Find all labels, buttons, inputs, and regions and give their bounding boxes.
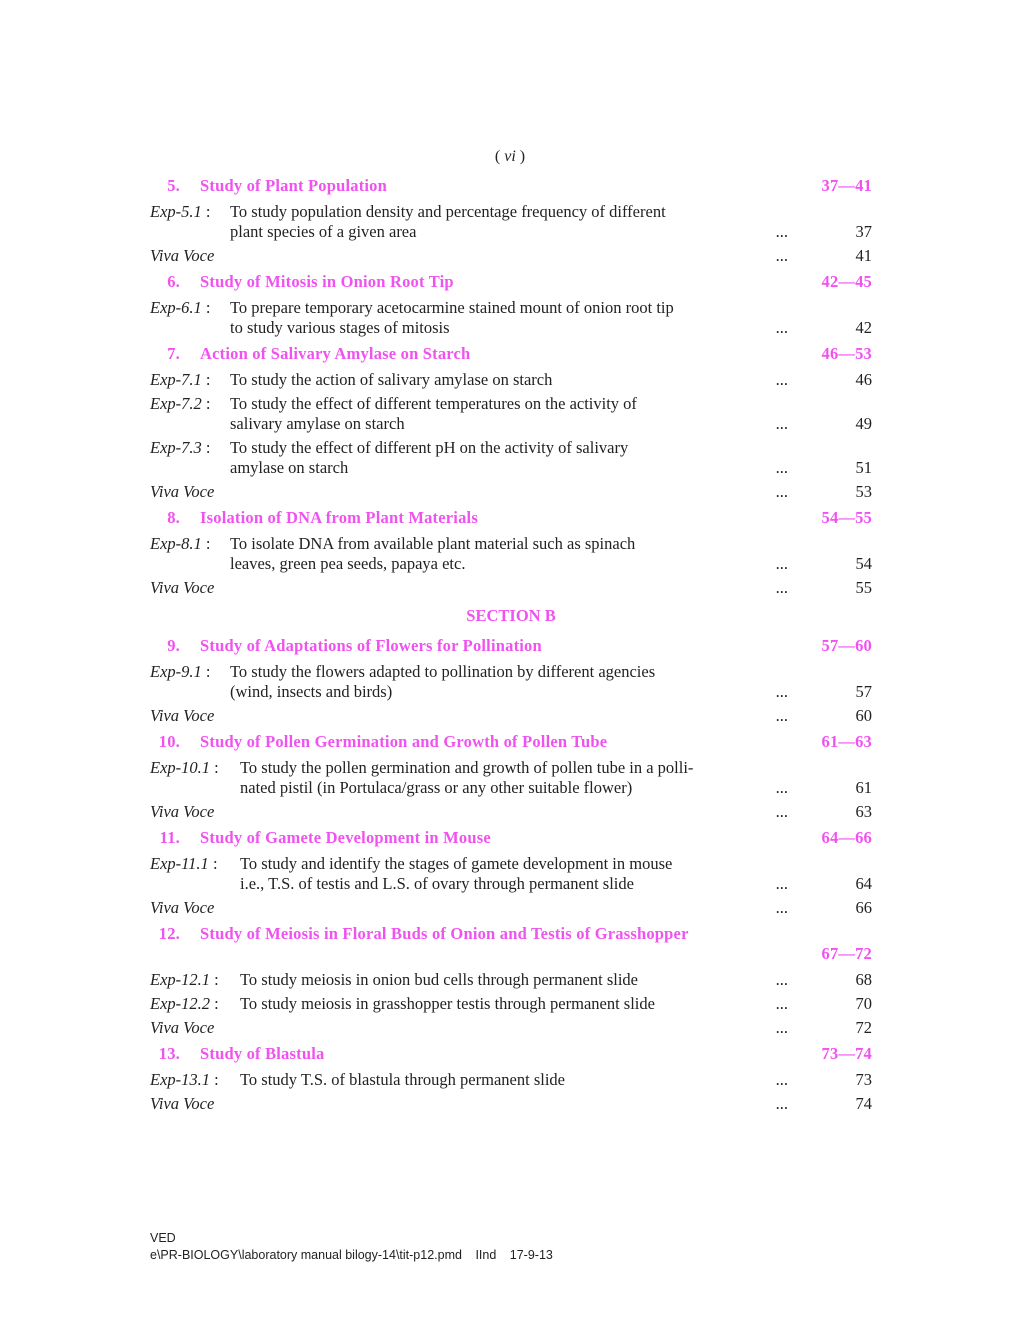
experiment-label-colon: : <box>201 298 211 317</box>
experiment-label <box>150 970 219 990</box>
chapter-heading[interactable] <box>150 924 872 966</box>
page-number-ref: 74 <box>855 1094 872 1113</box>
page-number-ref: 60 <box>855 706 872 725</box>
description-line: (wind, insects and birds) <box>230 682 393 701</box>
chapter-page-range: 54—55 <box>821 508 872 527</box>
experiment-description <box>230 970 775 990</box>
experiment-description <box>230 994 775 1014</box>
experiment-description <box>230 534 775 574</box>
experiment-label-text: Exp-12.1 <box>150 970 211 989</box>
experiment-description <box>230 394 775 434</box>
experiment-label-text: Exp-12.2 <box>150 994 211 1013</box>
chapter-number: 7. <box>167 344 180 363</box>
description-line: To study population density and percentage frequency of different <box>230 202 666 221</box>
viva-voce-entry[interactable] <box>150 574 872 598</box>
chapter-title: Study of Meiosis in Floral Buds of Onion and Testis of Grasshopper <box>200 924 689 943</box>
page-number-ref: 54 <box>855 554 872 573</box>
leader-dots: ... <box>775 970 788 989</box>
experiment-label-text: Exp-11.1 <box>150 854 209 873</box>
experiment-label-text: Exp-9.1 <box>150 662 202 681</box>
viva-voce-entry[interactable] <box>150 894 872 918</box>
chapter-title: Study of Adaptations of Flowers for Pollination <box>200 636 542 655</box>
chapter-title: Study of Plant Population <box>200 176 387 195</box>
experiment-label-colon: : <box>201 394 211 413</box>
page-number-ref: 51 <box>855 458 872 477</box>
experiment-entry[interactable] <box>150 366 872 390</box>
chapter-page-range: 73—74 <box>821 1044 872 1063</box>
section-heading: SECTION B <box>466 606 556 625</box>
viva-voce-entry[interactable] <box>150 1090 872 1114</box>
chapter-heading[interactable] <box>150 344 872 366</box>
page-number-ref: 37 <box>855 222 872 241</box>
chapter-number: 5. <box>167 176 180 195</box>
description-line: To study and identify the stages of gamete development in mouse <box>240 854 673 873</box>
viva-voce-label: Viva Voce <box>150 246 215 265</box>
description-line: salivary amylase on starch <box>230 414 405 433</box>
viva-voce-entry[interactable] <box>150 702 872 726</box>
experiment-label-text: Exp-7.2 <box>150 394 202 413</box>
experiment-label-colon: : <box>210 1070 219 1089</box>
experiment-entry[interactable] <box>150 530 872 574</box>
leader-dots: ... <box>775 414 788 433</box>
leader-dots: ... <box>775 578 788 597</box>
description-line: To isolate DNA from available plant material such as spinach <box>230 534 636 553</box>
description-line: To study the effect of different temperatures on the activity of <box>230 394 637 413</box>
leader-dots: ... <box>775 222 788 241</box>
chapter-heading[interactable] <box>150 732 872 754</box>
leader-dots: ... <box>775 318 788 337</box>
experiment-entry[interactable] <box>150 434 872 478</box>
experiment-label <box>150 854 218 874</box>
experiment-label-text: Exp-10.1 <box>150 758 211 777</box>
experiment-description <box>230 438 775 478</box>
page-number-ref: 57 <box>855 682 872 701</box>
leader-dots: ... <box>775 994 788 1013</box>
leader-dots: ... <box>775 458 788 477</box>
leader-dots: ... <box>775 482 788 501</box>
chapter-title: Action of Salivary Amylase on Starch <box>200 344 471 363</box>
experiment-entry[interactable] <box>150 990 872 1014</box>
chapter-page-range: 46—53 <box>821 344 872 363</box>
footer-line2 <box>150 1247 553 1264</box>
leader-dots: ... <box>775 706 788 725</box>
chapter-title: Study of Gamete Development in Mouse <box>200 828 491 847</box>
chapter-number: 6. <box>167 272 180 291</box>
experiment-label-text: Exp-13.1 <box>150 1070 211 1089</box>
experiment-entry[interactable] <box>150 390 872 434</box>
viva-voce-entry[interactable] <box>150 1014 872 1038</box>
experiment-label-colon: : <box>210 994 219 1013</box>
leader-dots: ... <box>775 1094 788 1113</box>
experiment-entry[interactable] <box>150 850 872 894</box>
chapter-page-range: 37—41 <box>821 176 872 195</box>
chapter-number: 10. <box>158 732 180 751</box>
description-line: to study various stages of mitosis <box>230 318 450 337</box>
experiment-label <box>150 994 219 1014</box>
experiment-entry[interactable] <box>150 966 872 990</box>
experiment-description <box>230 1070 775 1090</box>
experiment-description <box>230 370 775 390</box>
footer-edition: IInd <box>475 1248 497 1262</box>
experiment-label <box>150 202 211 222</box>
leader-dots: ... <box>775 682 788 701</box>
description-line: To study the pollen germination and growth of pollen tube in a polli- <box>240 758 694 777</box>
experiment-description <box>230 662 775 702</box>
page-number-ref: 72 <box>855 1018 872 1037</box>
chapter-page-range: 61—63 <box>821 732 872 751</box>
page-number-ref: 61 <box>855 778 872 797</box>
chapter-page-range: 42—45 <box>821 272 872 291</box>
description-line: To prepare temporary acetocarmine stained mount of onion root tip <box>230 298 674 317</box>
footer-path: e\PR-BIOLOGY\laboratory manual bilogy-14\tit-p12.pmd <box>150 1248 462 1262</box>
viva-voce-label: Viva Voce <box>150 1094 215 1113</box>
description-line: nated pistil (in Portulaca/grass or any other suitable flower) <box>240 778 633 797</box>
page-number-ref: 68 <box>855 970 872 989</box>
page-number-ref: 41 <box>855 246 872 265</box>
viva-voce-label: Viva Voce <box>150 706 215 725</box>
experiment-description <box>230 758 775 798</box>
experiment-description <box>230 202 775 242</box>
description-line: To study the effect of different pH on the activity of salivary <box>230 438 629 457</box>
chapter-page-range: 67—72 <box>821 944 872 963</box>
viva-voce-entry[interactable] <box>150 478 872 502</box>
chapter-title: Study of Mitosis in Onion Root Tip <box>200 272 454 291</box>
chapter-number: 12. <box>158 924 180 943</box>
experiment-label <box>150 394 211 414</box>
chapter-title: Isolation of DNA from Plant Materials <box>200 508 478 527</box>
experiment-label-colon: : <box>201 202 211 221</box>
page-number-ref: 53 <box>855 482 872 501</box>
page-number-ref: 63 <box>855 802 872 821</box>
footer-date: 17-9-13 <box>509 1248 553 1262</box>
chapter-heading[interactable] <box>150 828 872 850</box>
page-number-ref: 66 <box>855 898 872 917</box>
experiment-label-text: Exp-7.3 <box>150 438 202 457</box>
chapter-title: Study of Pollen Germination and Growth of Pollen Tube <box>200 732 608 751</box>
experiment-label-colon: : <box>210 758 219 777</box>
chapter-heading[interactable] <box>150 176 872 198</box>
chapter-page-range: 64—66 <box>821 828 872 847</box>
chapter-title: Study of Blastula <box>200 1044 325 1063</box>
experiment-label <box>150 298 211 318</box>
chapter-heading[interactable] <box>150 508 872 530</box>
experiment-label-colon: : <box>208 854 218 873</box>
chapter-page-range: 57—60 <box>821 636 872 655</box>
chapter-number: 8. <box>167 508 180 527</box>
experiment-label-colon: : <box>201 370 211 389</box>
footer-line1: VED <box>150 1231 176 1245</box>
experiment-label-colon: : <box>210 970 219 989</box>
experiment-label-text: Exp-7.1 <box>150 370 202 389</box>
leader-dots: ... <box>775 246 788 265</box>
chapter-number: 13. <box>158 1044 180 1063</box>
chapter-number: 11. <box>159 828 180 847</box>
experiment-label-text: Exp-5.1 <box>150 202 202 221</box>
description-line: To study meiosis in onion bud cells through permanent slide <box>240 970 639 989</box>
leader-dots: ... <box>775 1070 788 1089</box>
experiment-label <box>150 370 211 390</box>
experiment-label <box>150 534 211 554</box>
experiment-entry[interactable] <box>150 658 872 702</box>
viva-voce-label: Viva Voce <box>150 802 215 821</box>
page-number-ref: 64 <box>855 874 872 893</box>
table-of-contents <box>150 176 872 1114</box>
description-line: To study the action of salivary amylase on starch <box>230 370 553 389</box>
experiment-label-text: Exp-8.1 <box>150 534 202 553</box>
description-line: To study meiosis in grasshopper testis through permanent slide <box>240 994 655 1013</box>
experiment-label-text: Exp-6.1 <box>150 298 202 317</box>
description-line: leaves, green pea seeds, papaya etc. <box>230 554 466 573</box>
viva-voce-entry[interactable] <box>150 798 872 822</box>
leader-dots: ... <box>775 778 788 797</box>
experiment-label <box>150 1070 219 1090</box>
viva-voce-label: Viva Voce <box>150 898 215 917</box>
page-number: ( vi ) <box>494 148 526 165</box>
leader-dots: ... <box>775 898 788 917</box>
page-number-value: vi <box>504 148 516 165</box>
chapter-number: 9. <box>167 636 180 655</box>
viva-voce-entry[interactable] <box>150 242 872 266</box>
page-number-ref: 46 <box>855 370 872 389</box>
leader-dots: ... <box>775 370 788 389</box>
experiment-label-colon: : <box>201 662 211 681</box>
description-line: plant species of a given area <box>230 222 417 241</box>
viva-voce-label: Viva Voce <box>150 578 215 597</box>
description-line: To study T.S. of blastula through permanent slide <box>240 1070 565 1089</box>
page-number-ref: 70 <box>855 994 872 1013</box>
experiment-label <box>150 438 211 458</box>
experiment-label <box>150 662 211 682</box>
page-number-ref: 73 <box>855 1070 872 1089</box>
chapter-heading[interactable] <box>150 636 872 658</box>
description-line: i.e., T.S. of testis and L.S. of ovary through permanent slide <box>240 874 634 893</box>
experiment-entry[interactable] <box>150 1066 872 1090</box>
experiment-entry[interactable] <box>150 294 872 338</box>
experiment-label <box>150 758 219 778</box>
page-number-ref: 42 <box>855 318 872 337</box>
experiment-description <box>230 854 775 894</box>
experiment-label-colon: : <box>201 438 211 457</box>
leader-dots: ... <box>775 1018 788 1037</box>
footer <box>150 1230 553 1264</box>
leader-dots: ... <box>775 802 788 821</box>
viva-voce-label: Viva Voce <box>150 482 215 501</box>
page-number-ref: 49 <box>855 414 872 433</box>
chapter-heading[interactable] <box>150 272 872 294</box>
viva-voce-label: Viva Voce <box>150 1018 215 1037</box>
experiment-entry[interactable] <box>150 198 872 242</box>
chapter-heading[interactable] <box>150 1044 872 1066</box>
description-line: To study the flowers adapted to pollination by different agencies <box>230 662 656 681</box>
leader-dots: ... <box>775 874 788 893</box>
description-line: amylase on starch <box>230 458 349 477</box>
experiment-label-colon: : <box>201 534 211 553</box>
page-number-ref: 55 <box>855 578 872 597</box>
experiment-description <box>230 298 775 338</box>
leader-dots: ... <box>775 554 788 573</box>
experiment-entry[interactable] <box>150 754 872 798</box>
